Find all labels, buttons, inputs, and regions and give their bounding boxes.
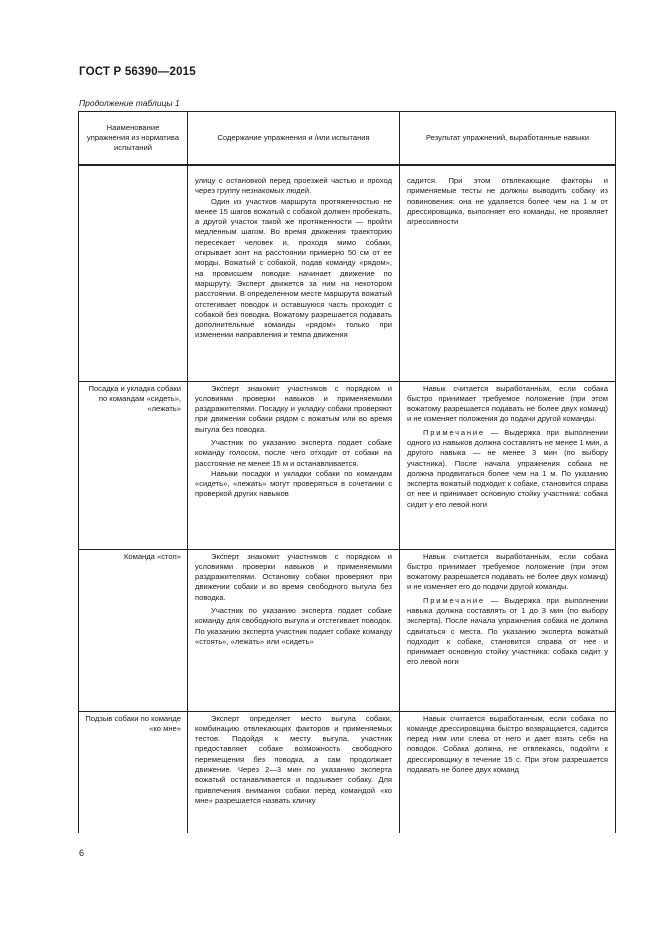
exercise-name-cell: Подзыв собаки по команде «ко мне» (79, 711, 188, 833)
result-note (407, 596, 608, 668)
note-text: — Выдержка при выполнении одного из навыков должна составлять не менее 1 мин, а другого навыка — не менее 3 мин (по выбору участника). После начала упражнения собака не должна продвигаться более чем на 1 м. По указанию эксперта вожатый подходит к собаке, становится справа от нее и принимает основную стойку участника: собака сидит у его левой ноги (407, 427, 608, 509)
table-header-row (79, 112, 616, 166)
exercise-name-cell: Посадка и укладка собаки по командам «сидеть», «лежать» (79, 381, 188, 549)
table-row (79, 381, 616, 549)
result-paragraph: Навык считается выработанным, если собака быстро принимает требуемое положение (при этом вожатому разрешается подавать не более двух команд) и не изменяет его до подачи другой команды. (407, 551, 608, 592)
exercise-content-cell (188, 381, 400, 549)
result-paragraph: Навык считается выработанным, если собака по команде дрессировщика быстро возвращается, садится перед ним или слева от него и дает взять себя на поводок. Собака должна, не отвлекаясь, подойти к дрессировщику в течение 15 с. При этом разрешается подавать не более двух команд (407, 713, 608, 774)
result-paragraph: садится. При этом отвлекающие факторы и применяемые тесты не должны выводить собаку из повиновения: она не удаляется более чем на 1 м от дрессировщика, выполняет его команды, не проявляет агрессивности (407, 176, 608, 227)
exercise-table (78, 111, 616, 833)
table-row (79, 174, 616, 381)
note-label: Примечание (423, 595, 485, 605)
exercise-result-cell (400, 381, 616, 549)
content-paragraph: Один из участков маршрута протяженностью не менее 15 шагов вожатый с собакой должен пробежать, а другой участок такой же протяженности — пройти медленным шагом. Во время движения траекторию пересекает человек и, проходя мимо собаки, открывает зонт на расстоянии примерно 50 см от ее морды. Вожатый с собакой, подав команду «рядом», на провисшем поводке начинает движение по маршруту. Эксперт движется за ним на некотором расстоянии. В определенном месте маршрута вожатый отстегивает поводок и оставшуюся часть проходит с собакой без поводка. Вожатому разрешается подавать дополнительные команды «рядом» только при изменении направления и темпа движения (195, 196, 392, 340)
document-title: ГОСТ Р 56390—2015 (79, 66, 196, 78)
exercise-result-cell (400, 549, 616, 711)
content-paragraph: Эксперт определяет место выгула собаки, комбинацию отвлекающих факторов и применяемых тестов. Подойдя к месту выгула, участник предоставляет собаке возможность свободного перемещения без поводка, а сам продолжает движение. Через 2—3 мин по указанию эксперта вожатый останавливается и подзывает собаку. Для привлечения внимания собаки перед командой «ко мне» разрешается назвать кличку (195, 713, 392, 805)
content-paragraph: Эксперт знакомит участников с порядком и условиями проверки навыков и применяемыми раздражителями. Остановку собаки проверяют при движении собаки и во время свободного выгула без поводка. (195, 551, 392, 602)
column-header-result: Результат упражнений, выработанные навыки (400, 112, 616, 166)
table-row (79, 711, 616, 833)
header-spacer-row (79, 165, 616, 174)
exercise-name-cell: Команда «стоп» (79, 549, 188, 711)
column-header-content: Содержание упражнения и /или испытания (188, 112, 400, 166)
content-paragraph: Навыки посадки и укладки собаки по командам «сидеть», «лежать» могут проверяться в сочетании с проверкой других навыков (195, 468, 392, 499)
column-header-name: Наименование упражнения из норматива испытаний (79, 112, 188, 166)
content-paragraph: Участник по указанию эксперта подает собаке команду для свободного выгула и отстегивает поводок. По указанию эксперта участник подает собаке команду «стоять», «лежать» или «сидеть» (195, 605, 392, 646)
result-paragraph: Навык считается выработанным, если собака быстро принимает требуемое положение (при этом вожатому разрешается подавать не более двух команд) и не изменяет положения до подачи другой команды. (407, 383, 608, 424)
result-note (407, 428, 608, 510)
exercise-result-cell (400, 711, 616, 833)
note-text: — Выдержка при выполнении навыка должна составлять от 1 до 3 мин (по выбору эксперта). После начала упражнения собака не должна сдвигаться с места. По указанию эксперта вожатый подходит к собаке, становится справа от нее и принимает основную стойку участника: собака сидит у его левой ноги (407, 595, 608, 667)
exercise-content-cell (188, 174, 400, 381)
exercise-name-cell (79, 174, 188, 381)
exercise-content-cell (188, 549, 400, 711)
content-paragraph: улицу с остановкой перед проезжей частью и проход через группу незнакомых людей. (195, 176, 392, 196)
table-row (79, 549, 616, 711)
page-number: 6 (79, 848, 85, 858)
note-label: Примечание (423, 427, 485, 437)
exercise-content-cell (188, 711, 400, 833)
content-paragraph: Участник по указанию эксперта подает собаке команду голосом, после чего отходит от собаки на расстояние не менее 15 м и останавливается. (195, 437, 392, 468)
content-paragraph: Эксперт знакомит участников с порядком и условиями проверки навыков и применяемыми раздражителями. Посадку и укладку собаки проверяют при движении собаки рядом с вожатым или во время выгула без поводка. (195, 383, 392, 434)
exercise-result-cell (400, 174, 616, 381)
table-caption: Продолжение таблицы 1 (79, 98, 180, 108)
